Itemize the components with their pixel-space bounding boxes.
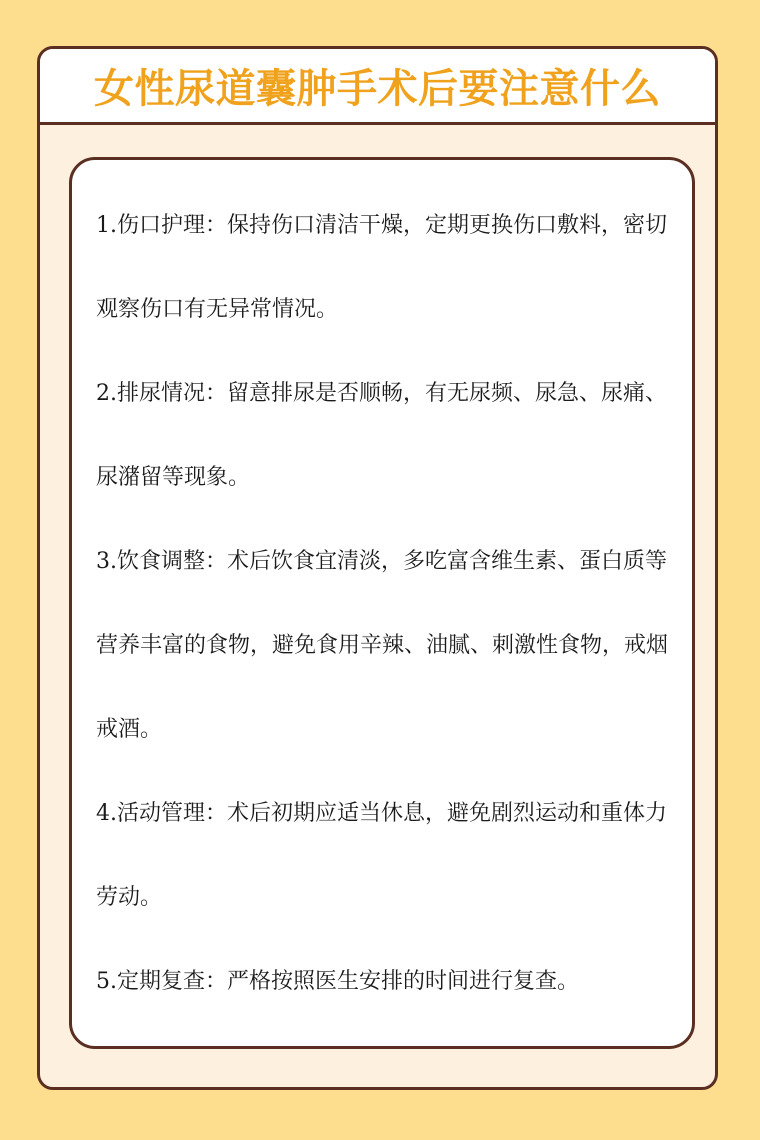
item-number: 2.: [96, 381, 117, 406]
title-bar: [40, 49, 715, 125]
item-text: 饮食调整：术后饮食宜清淡，多吃富含维生素、蛋白质等营养丰富的食物，避免食用辛辣、油腻、刺激性食物，戒烟戒酒。: [96, 549, 669, 742]
item-number: 1.: [96, 213, 117, 238]
list-item-2: [96, 352, 668, 520]
item-text: 活动管理：术后初期应适当休息，避免剧烈运动和重体力劳动。: [96, 801, 668, 910]
item-text: 伤口护理：保持伤口清洁干燥，定期更换伤口敷料，密切观察伤口有无异常情况。: [96, 213, 668, 322]
list-item-4: [96, 772, 668, 940]
list-item-1: [96, 184, 668, 352]
item-text: 定期复查：严格按照医生安排的时间进行复查。: [117, 969, 580, 994]
content-panel: [69, 157, 695, 1049]
item-text: 排尿情况：留意排尿是否顺畅，有无尿频、尿急、尿痛、尿潴留等现象。: [96, 381, 668, 490]
item-number: 5.: [96, 969, 117, 994]
list-item-5: [96, 940, 668, 1024]
page-title: 女性尿道囊肿手术后要注意什么: [94, 66, 661, 112]
list-item-3: [96, 520, 668, 772]
item-number: 3.: [96, 549, 117, 574]
article-card: [37, 46, 718, 1090]
item-number: 4.: [96, 801, 117, 826]
